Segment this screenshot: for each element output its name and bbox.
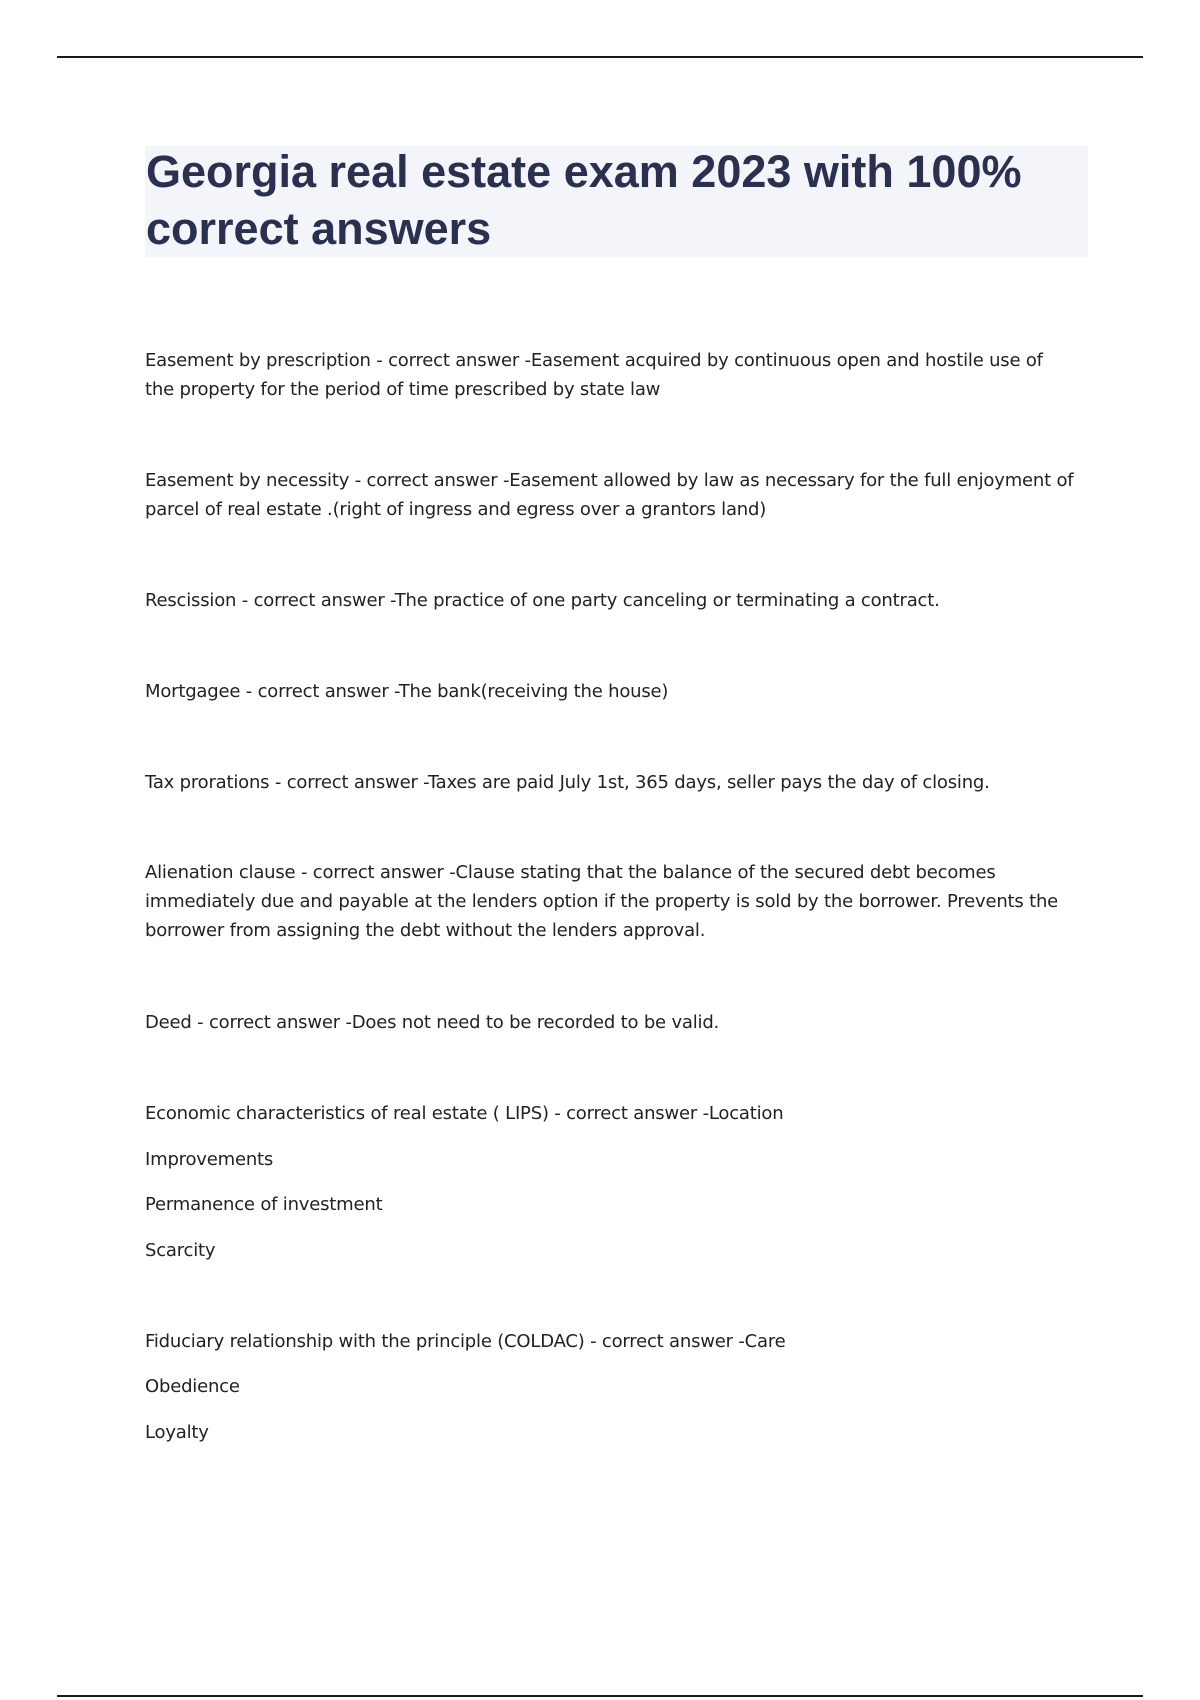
list-item: Obedience (145, 1376, 240, 1397)
qa-line: immediately due and payable at the lenders option if the property is sold by the borrower. Prevents the (145, 891, 1059, 912)
qa-line: parcel of real estate .(right of ingress and egress over a grantors land) (145, 499, 767, 520)
qa-line: the property for the period of time prescribed by state law (145, 379, 661, 400)
list-item: Scarcity (145, 1240, 216, 1261)
title-line-1: Georgia real estate exam 2023 with 100% (146, 146, 1022, 197)
qa-entry-mortgagee (145, 677, 1090, 706)
page-title (146, 143, 1086, 257)
qa-entry-rescission (145, 586, 1090, 615)
qa-entry-alienation-clause (145, 858, 1090, 945)
qa-line: Tax prorations - correct answer -Taxes are paid July 1st, 365 days, seller pays the day of closing. (145, 772, 990, 793)
qa-entry-easement-necessity (145, 466, 1090, 524)
qa-line: Deed - correct answer -Does not need to be recorded to be valid. (145, 1012, 720, 1033)
qa-line: Rescission - correct answer -The practice of one party canceling or terminating a contract. (145, 590, 940, 611)
title-line-2: correct answers (146, 203, 492, 254)
qa-entry-economic-characteristics (145, 1099, 1090, 1128)
list-item: Loyalty (145, 1422, 209, 1443)
qa-entry-fiduciary-relationship (145, 1327, 1090, 1356)
qa-line: Easement by prescription - correct answer -Easement acquired by continuous open and hostile use of (145, 350, 1043, 371)
qa-line: Mortgagee - correct answer -The bank(receiving the house) (145, 681, 669, 702)
qa-line: Economic characteristics of real estate ( LIPS) - correct answer -Location (145, 1103, 784, 1124)
list-item: Permanence of investment (145, 1194, 383, 1215)
top-rule (57, 56, 1143, 58)
list-item: Improvements (145, 1149, 274, 1170)
bottom-rule (57, 1695, 1143, 1697)
qa-entry-deed (145, 1008, 1090, 1037)
qa-entry-tax-prorations (145, 768, 1090, 797)
qa-entry-easement-prescription (145, 346, 1090, 404)
qa-line: borrower from assigning the debt without the lenders approval. (145, 920, 706, 941)
qa-line: Easement by necessity - correct answer -Easement allowed by law as necessary for the full enjoyment of (145, 470, 1074, 491)
qa-line: Fiduciary relationship with the principle (COLDAC) - correct answer -Care (145, 1331, 786, 1352)
qa-line: Alienation clause - correct answer -Clause stating that the balance of the secured debt becomes (145, 862, 996, 883)
